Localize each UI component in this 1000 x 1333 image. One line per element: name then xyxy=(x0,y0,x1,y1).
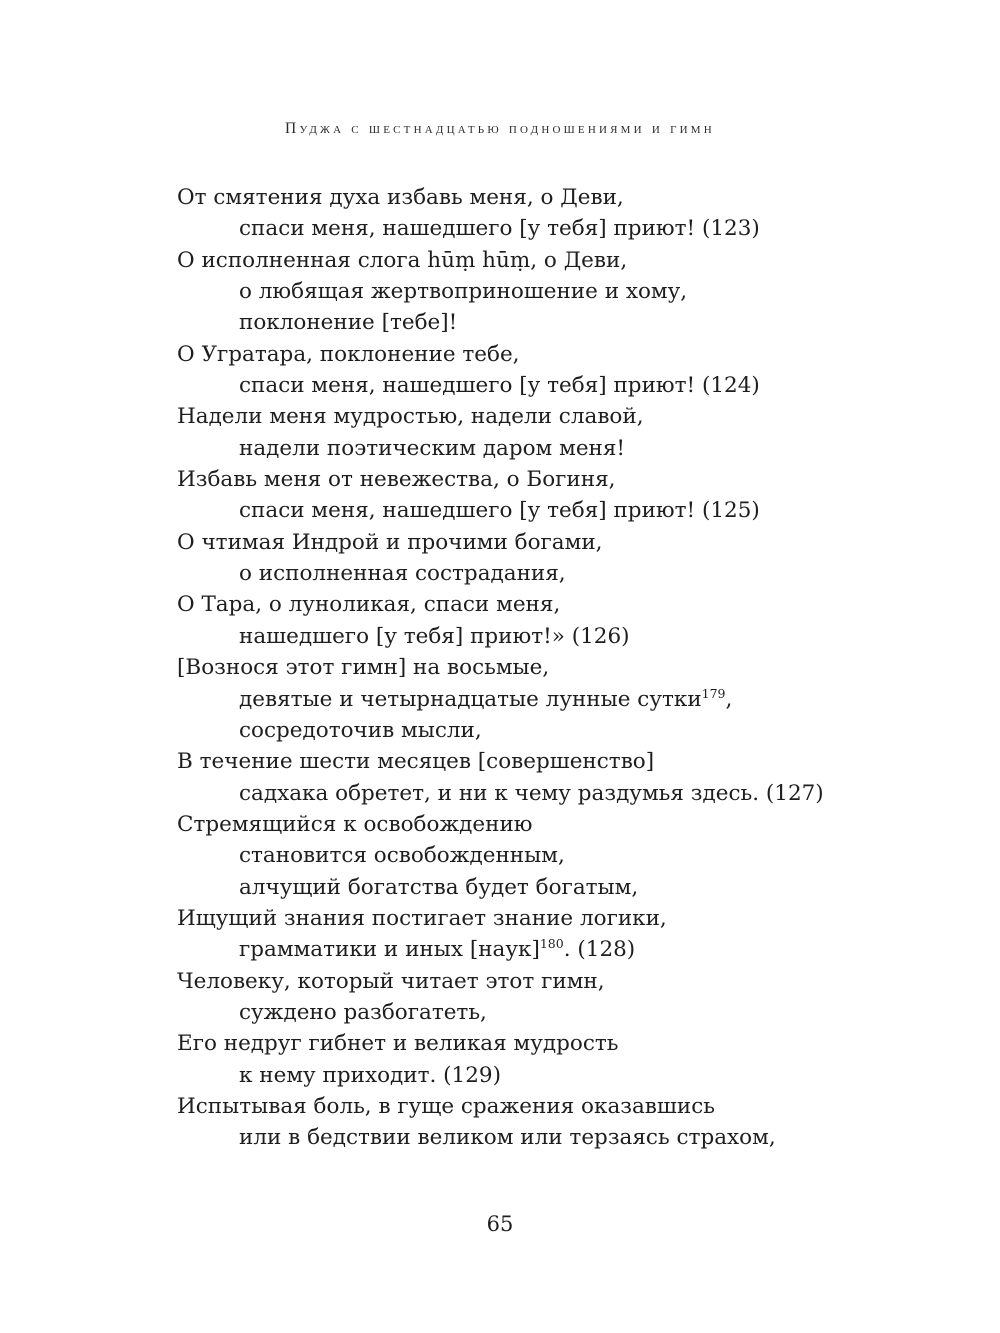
poem-line-text: садхака обретет, и ни к чему раздумья здесь. (127) xyxy=(239,780,824,806)
poem-line-text: о исполненная сострадания, xyxy=(239,561,566,587)
poem-line-text: спаси меня, нашедшего [у тебя] приют! (125) xyxy=(239,498,760,524)
poem-line-text: Его недруг гибнет и великая мудрость xyxy=(177,1031,619,1057)
poem-line xyxy=(177,872,877,903)
poem-line-text: Избавь меня от невежества, о Богиня, xyxy=(177,467,616,493)
footnote-marker: 180 xyxy=(539,936,564,952)
poem-line-text: к нему приходит. (129) xyxy=(239,1062,501,1088)
poem-line xyxy=(177,621,877,652)
poem-line xyxy=(177,809,877,840)
poem-line-text: О чтимая Индрой и прочими богами, xyxy=(177,529,603,555)
poem-line xyxy=(177,182,877,213)
poem-line xyxy=(177,1122,877,1153)
poem-line xyxy=(177,558,877,589)
poem-line xyxy=(177,652,877,683)
poem-line xyxy=(177,433,877,464)
poem-line xyxy=(177,746,877,777)
poem-line xyxy=(177,245,877,276)
poem-line xyxy=(177,1028,877,1059)
poem-line xyxy=(177,715,877,746)
poem-line-text: становится освобожденным, xyxy=(239,843,565,869)
poem-line xyxy=(177,495,877,526)
poem-line xyxy=(177,1060,877,1091)
poem-line-text: О Тара, о луноликая, спаси меня, xyxy=(177,592,561,618)
poem-line-text: грамматики и иных [наук] xyxy=(239,937,540,963)
poem-line-text: суждено разбогатеть, xyxy=(239,999,487,1025)
poem-line xyxy=(177,934,877,965)
poem-line xyxy=(177,778,877,809)
poem-line xyxy=(177,527,877,558)
poem-line xyxy=(177,213,877,244)
poem-line xyxy=(177,684,877,715)
poem-line-text: От смятения духа избавь меня, о Деви, xyxy=(177,185,624,210)
poem-line xyxy=(177,307,877,338)
poem-line-text: Стремящийся к освобождению xyxy=(177,811,533,837)
poem-line-text: спаси меня, нашедшего [у тебя] приют! (123) xyxy=(239,216,760,242)
poem-line xyxy=(177,903,877,934)
poem-line xyxy=(177,840,877,871)
poem-line-text: алчущий богатства будет богатым, xyxy=(239,874,639,900)
poem-line xyxy=(177,464,877,495)
poem-line-text: о любящая жертвоприношение и хому, xyxy=(239,279,688,305)
poem-line-text: Человеку, который читает этот гимн, xyxy=(177,968,605,994)
poem-line xyxy=(177,276,877,307)
poem-line xyxy=(177,370,877,401)
running-title: Пуджа с шестнадцатью подношениями и гимн xyxy=(285,120,715,137)
poem-line-text: О Угратара, поклонение тебе, xyxy=(177,341,520,367)
poem-line xyxy=(177,589,877,620)
poem-line-text: О исполненная слога hūṃ hūṃ, о Деви, xyxy=(177,247,628,273)
poem-line xyxy=(177,997,877,1028)
footnote-marker: 179 xyxy=(701,685,726,701)
poem-line-text: Ищущий знания постигает знание логики, xyxy=(177,905,667,931)
poem-line-text: нашедшего [у тебя] приют!» (126) xyxy=(239,623,630,649)
poem-line xyxy=(177,966,877,997)
poem-line-tail: . (128) xyxy=(563,937,636,963)
poem-line xyxy=(177,401,877,432)
poem-line-text: поклонение [тебе]! xyxy=(239,310,458,336)
poem-line-text: Надели меня мудростью, надели славой, xyxy=(177,404,644,430)
poem-line-text: надели поэтическим даром меня! xyxy=(239,435,626,461)
poem-line-text: В течение шести месяцев [совершенство] xyxy=(177,749,655,775)
running-header xyxy=(0,120,1000,138)
page-number: 65 xyxy=(486,1212,514,1236)
poem-body xyxy=(177,182,877,1154)
poem-line-text: сосредоточив мысли, xyxy=(239,717,482,743)
poem-line-text: [Вознося этот гимн] на восьмые, xyxy=(177,655,550,681)
poem-line-text: девятые и четырнадцатые лунные сутки xyxy=(239,686,702,712)
poem-line xyxy=(177,1091,877,1122)
poem-line-tail: , xyxy=(725,686,733,712)
poem-line xyxy=(177,339,877,370)
poem-line-text: Испытывая боль, в гуще сражения оказавшись xyxy=(177,1093,715,1119)
poem-line-text: спаси меня, нашедшего [у тебя] приют! (124) xyxy=(239,373,760,399)
poem-line-text: или в бедствии великом или терзаясь страхом, xyxy=(239,1125,776,1151)
